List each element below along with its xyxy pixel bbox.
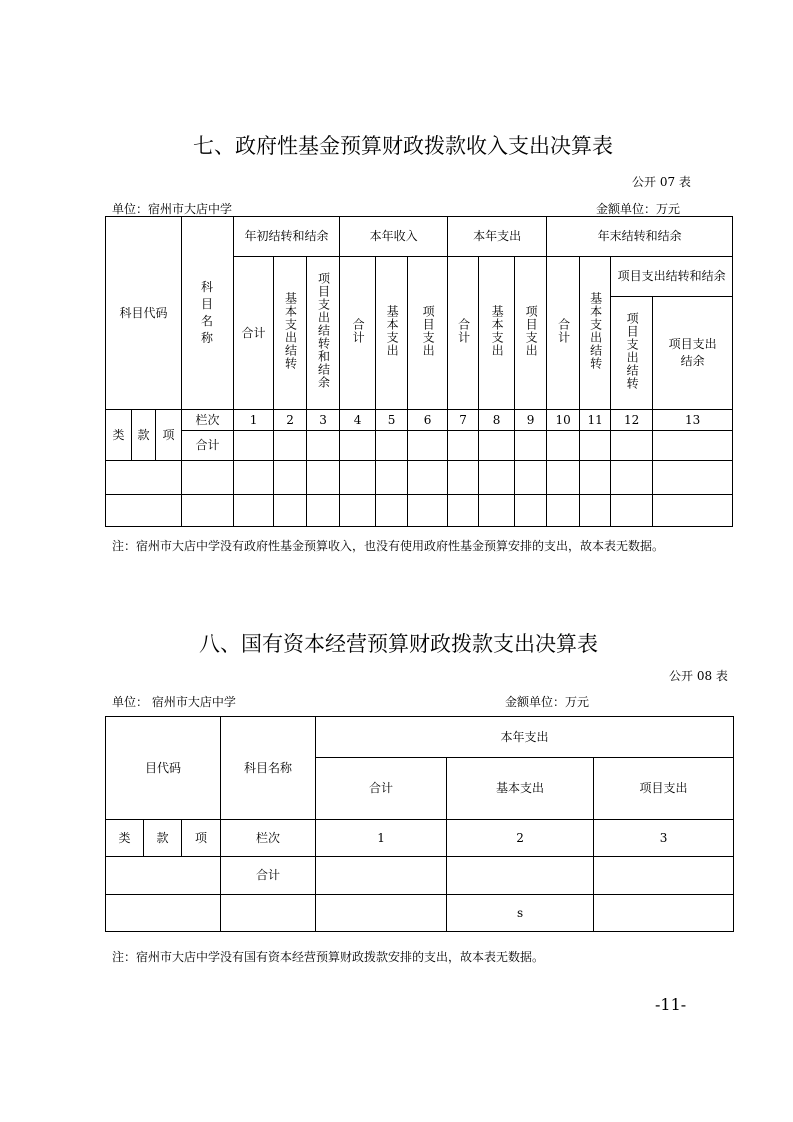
t7-col-num: 5 (376, 410, 408, 431)
t7-header-end-balance: 年末结转和结余 (547, 217, 733, 257)
t7-header-basic-carry: 基本支出结转 (274, 257, 307, 410)
t7-lei: 类 (106, 410, 132, 461)
t7-col-num: 7 (448, 410, 479, 431)
t8-form-no: 公开 08 表 (669, 669, 728, 683)
t8-header-expense: 本年支出 (316, 717, 734, 758)
t7-row-total-label: 合计 (182, 431, 234, 461)
t7-col-num: 13 (653, 410, 733, 431)
t7-header-basic-expense-1: 基本支出 (376, 257, 408, 410)
t7-header-project-expense-2: 项目支出 (515, 257, 547, 410)
t7-header-subject-code: 科目代码 (106, 217, 182, 410)
t8-header-basic: 基本支出 (447, 758, 594, 820)
t7-col-num: 2 (274, 410, 307, 431)
t7-unit: 单位：宿州市大店中学 (112, 202, 233, 216)
t7-lanci: 栏次 (182, 410, 234, 431)
t7-col-num: 9 (515, 410, 547, 431)
t8-xiang: 项 (182, 820, 221, 857)
t8-note: 注：宿州市大店中学没有国有资本经营预算财政拨款安排的支出，故本表无数据。 (112, 950, 545, 964)
t7-header-project-expense-1: 项目支出 (408, 257, 448, 410)
t7-header-total-3: 合计 (448, 257, 479, 410)
t7-col-num: 8 (479, 410, 515, 431)
t8-unit: 单位： 宿州市大店中学 (112, 695, 236, 709)
t7-header-total-1: 合计 (234, 257, 274, 410)
t8-stray-mark: s (447, 895, 594, 932)
t7-col-num: 4 (340, 410, 376, 431)
t7-title: 七、政府性基金预算财政拨款收入支出决算表 (193, 134, 613, 158)
t7-header-project-carry: 项目支出结转和结余 (307, 257, 340, 410)
t8-col-num: 1 (316, 820, 447, 857)
t8-header-project: 项目支出 (594, 758, 734, 820)
t7-header-project-surplus: 项目支出结余 (653, 297, 733, 410)
t7-header-project-balance: 项目支出结转和结余 (611, 257, 733, 297)
t7-header-total-2: 合计 (340, 257, 376, 410)
t7-col-num: 11 (580, 410, 611, 431)
t7-xiang: 项 (156, 410, 182, 461)
t7-amount-unit: 金额单位：万元 (596, 202, 681, 216)
t7-header-basic-expense-2: 基本支出 (479, 257, 515, 410)
t8-table (105, 716, 734, 932)
t7-header-expense: 本年支出 (448, 217, 547, 257)
t8-lei: 类 (106, 820, 144, 857)
t8-lanci: 栏次 (221, 820, 316, 857)
t8-col-num: 2 (447, 820, 594, 857)
t7-header-begin-balance: 年初结转和结余 (234, 217, 340, 257)
t8-header-subject-name: 科目名称 (221, 717, 316, 820)
t8-amount-unit: 金额单位：万元 (505, 695, 590, 709)
t8-title: 八、国有资本经营预算财政拨款支出决算表 (199, 632, 598, 656)
table-row (106, 895, 734, 932)
t7-kuan: 款 (132, 410, 156, 461)
t8-header-subject-code: 目代码 (106, 717, 221, 820)
t7-header-total-4: 合计 (547, 257, 580, 410)
table-row (106, 495, 733, 527)
t7-note: 注：宿州市大店中学没有政府性基金预算收入，也没有使用政府性基金预算安排的支出，故本表无数据。 (112, 539, 665, 553)
t8-col-num: 3 (594, 820, 734, 857)
t7-col-num: 1 (234, 410, 274, 431)
t7-col-num: 3 (307, 410, 340, 431)
t7-table (105, 216, 733, 527)
t7-col-num: 6 (408, 410, 448, 431)
t7-col-num: 10 (547, 410, 580, 431)
t8-kuan: 款 (144, 820, 182, 857)
t8-header-total: 合计 (316, 758, 447, 820)
t7-header-income: 本年收入 (340, 217, 448, 257)
t7-header-project-carry2: 项目支出结转 (611, 297, 653, 410)
t7-form-no: 公开 07 表 (632, 175, 691, 189)
page-number: -11- (655, 995, 687, 1014)
t7-header-subject-name: 科目名称 (182, 217, 234, 410)
t7-header-basic-carry-2: 基本支出结转 (580, 257, 611, 410)
table-row (106, 461, 733, 495)
t8-row-total-label: 合计 (221, 857, 316, 895)
t7-col-num: 12 (611, 410, 653, 431)
